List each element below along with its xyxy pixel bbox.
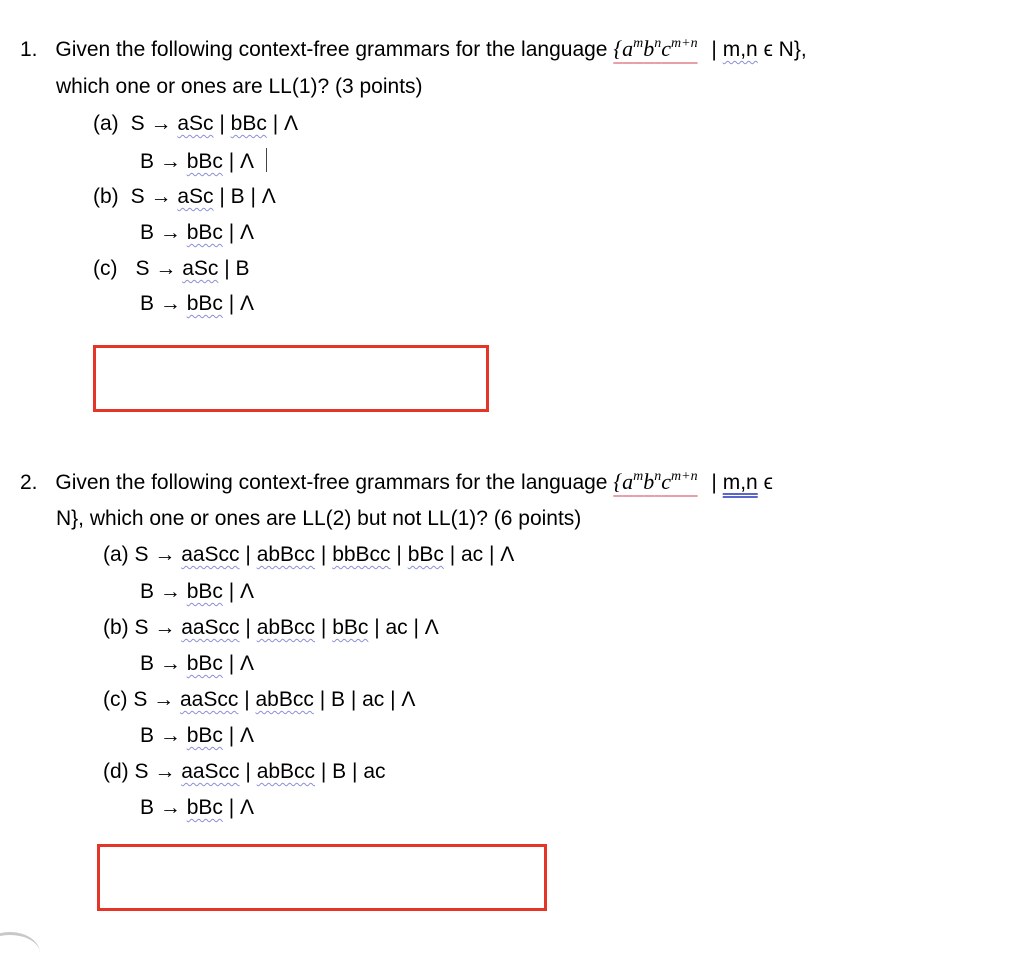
- q1-answer-box[interactable]: [93, 345, 489, 412]
- q1-grammar-a-b: B → bBc | Λ: [140, 148, 267, 175]
- q2-language-formula: {$a^mb^nc^{m+n}$: [613, 469, 698, 494]
- q2-grammar-c-s: (c) S → aaScc | abBcc | B | ac | Λ: [103, 688, 416, 711]
- q2-number: 2.: [20, 471, 38, 494]
- q1-grammar-c-b: B → bBc | Λ: [140, 292, 255, 315]
- q1-number: 1.: [20, 38, 38, 61]
- q2-intro: Given the following context-free grammars for the language: [55, 471, 614, 494]
- q1-intro: Given the following context-free grammars for the language: [55, 38, 614, 61]
- q2-line2: N}, which one or ones are LL(2) but not LL(1)? (6 points): [56, 507, 582, 530]
- text-cursor: [266, 148, 267, 172]
- q2-grammar-c-b: B → bBc | Λ: [140, 724, 255, 747]
- q2-grammar-a-s: (a) S → aaScc | abBcc | bbBcc | bBc | ac | Λ: [103, 543, 515, 566]
- q2-line1: 2. Given the following context-free grammars for the language {$a^mb^nc^{m+n}$ | m,n ϵ: [20, 469, 773, 494]
- q2-answer-box[interactable]: [97, 844, 547, 911]
- q2-grammar-d-s: (d) S → aaScc | abBcc | B | ac: [103, 760, 386, 783]
- q1-grammar-b-b: B → bBc | Λ: [140, 221, 255, 244]
- q2-grammar-b-b: B → bBc | Λ: [140, 652, 255, 675]
- q2-grammar-b-s: (b) S → aaScc | abBcc | bBc | ac | Λ: [103, 616, 439, 639]
- q1-language-formula: {$a^mb^nc^{m+n}$: [613, 36, 698, 61]
- q1-grammar-b-s: (b) S → aSc | B | Λ: [93, 185, 276, 208]
- q1-line1: 1. Given the following context-free grammars for the language {$a^mb^nc^{m+n}$ | m,n ϵ N},: [20, 36, 807, 61]
- q2-set-vars: m,n: [722, 471, 758, 494]
- q1-grammar-c-s: (c) S → aSc | B: [93, 257, 250, 280]
- q2-grammar-d-b: B → bBc | Λ: [140, 796, 255, 819]
- q2-grammar-a-b: B → bBc | Λ: [140, 580, 255, 603]
- page-corner-decoration: [0, 932, 40, 975]
- q1-line2: which one or ones are LL(1)? (3 points): [56, 75, 423, 98]
- q1-grammar-a-s: (a) S → aSc | bBc | Λ: [93, 112, 299, 135]
- q1-set-vars: m,n: [722, 38, 758, 61]
